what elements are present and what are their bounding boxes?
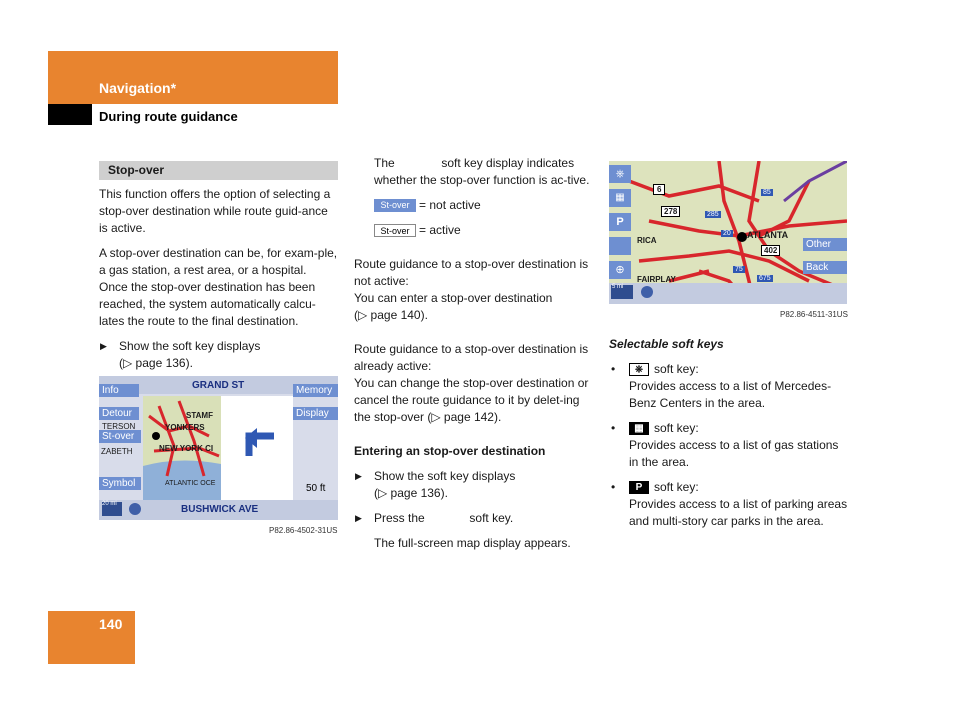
parking-icon: P (629, 481, 649, 494)
softkey-display[interactable]: Display (293, 407, 338, 420)
step-press-softkey: ▶ Press the soft key. (354, 510, 594, 527)
header-bar (48, 51, 338, 104)
step-show-softkeys: ▶ Show the soft key displays (▷ page 136). (99, 338, 338, 372)
figure-code: P82.86-4502-31US (269, 526, 338, 535)
page-title: Navigation* (99, 80, 177, 96)
gas-pump-icon: ▦ (629, 422, 649, 435)
badge-stopover-not-active: St-over (374, 199, 416, 212)
softkey-other[interactable]: Other (803, 238, 847, 251)
route-shield-85: 85 (763, 189, 771, 196)
softkey-back[interactable]: Back (803, 261, 847, 274)
softkey-plus-icon[interactable]: ⊕ (609, 261, 631, 279)
distance-readout: 50 ft (306, 483, 326, 494)
paragraph-active: Route guidance to a stop-over destination is already active: You can change the stop-over destination or cancel the route guidance to it by delet-ing the stop-over (▷ page 142). (354, 342, 589, 424)
route-shield-285: 285 (707, 211, 719, 218)
nav-map-graphic (99, 376, 338, 520)
middle-column (354, 155, 594, 552)
paragraph-description: A stop-over destination can be, for exam-ple, a gas station, a rest area, or a hospital. Once the stop-over destination has been reached, the system automatically calcu-lates the route to the final destination. (99, 246, 338, 328)
route-shield-278: 278 (661, 206, 680, 217)
nav-screenshot-map (609, 161, 847, 304)
page-subtitle: During route guidance (99, 109, 238, 124)
badge-stopover-active: St-over (374, 224, 416, 237)
street-bottom: BUSHWICK AVE (181, 504, 259, 515)
mercedes-star-icon: ⎈ (629, 363, 649, 376)
step-show-softkeys-2: ▶ Show the soft key displays (▷ page 136). (354, 468, 594, 502)
map-label-fairplay: FAIRPLAY (637, 275, 676, 284)
map-label-stamford: STAMF (186, 411, 213, 420)
route-shield-6: 6 (653, 184, 665, 195)
paragraph-softkey-intro: The soft key display indicates whether the stop-over function is ac-tive. (374, 156, 590, 187)
figure-code: P82.86-4511-31US (780, 310, 848, 319)
section-tab (48, 104, 92, 125)
paragraph-intro: This function offers the option of selecting a stop-over destination while route guid-ance is active. (99, 187, 331, 235)
list-item: • ⎈ soft key: Provides access to a list of Mercedes-Benz Centers in the area. (609, 361, 849, 412)
route-shield-75: 75 (735, 266, 743, 273)
softkey-info[interactable]: Info (99, 384, 139, 397)
step-result: The full-screen map display appears. (374, 536, 571, 550)
softkey-lodging-icon[interactable] (609, 237, 631, 255)
map-label-paterson: TERSON (102, 422, 136, 431)
route-shield-675: 675 (759, 275, 771, 282)
left-column (99, 161, 338, 372)
route-shield-20: 20 (723, 230, 731, 237)
selectable-softkeys-heading: Selectable soft keys (609, 337, 724, 351)
softkey-detour[interactable]: Detour (99, 407, 139, 420)
paragraph-not-active: Route guidance to a stop-over destination is not active: You can enter a stop-over destination (▷ page 140). (354, 257, 589, 322)
softkey-parking-icon[interactable]: P (609, 213, 631, 231)
map-scale: 5 mi (612, 284, 624, 290)
map-label-atlanta: ATLANTA (747, 230, 789, 240)
map-scale: 20 mi (102, 501, 117, 507)
list-item: • ▦ soft key: Provides access to a list of gas stations in the area. (609, 420, 849, 471)
route-shield-402: 402 (761, 245, 780, 256)
list-item: • P soft key: Provides access to a list of parking areas and multi-story car parks in the area. (609, 479, 849, 530)
right-column (609, 332, 849, 538)
section-title: Stop-over (99, 161, 338, 180)
softkey-memory[interactable]: Memory (293, 384, 338, 397)
softkey-gas-pump-icon[interactable]: ▦ (609, 189, 631, 207)
softkey-mercedes-icon[interactable]: ⎈ (609, 165, 631, 183)
legend-active: St-over = active (354, 222, 594, 239)
softkey-symbol[interactable]: Symbol (99, 477, 141, 490)
legend-not-active: St-over = not active (354, 197, 594, 214)
page-number: 140 (99, 616, 123, 632)
softkey-stopover[interactable]: St-over (99, 430, 141, 443)
entering-heading: Entering an stop-over destination (354, 444, 546, 458)
street-top: GRAND ST (192, 380, 245, 391)
map-label-rica: RICA (637, 236, 657, 245)
map-label-atlantic: ATLANTIC OCE (165, 480, 216, 487)
nav-screenshot-route (99, 376, 338, 520)
map-label-new-york: NEW YORK CI (159, 444, 214, 453)
map-label-yonkers: YONKERS (165, 423, 205, 432)
map-label-elizabeth: ZABETH (101, 447, 133, 456)
